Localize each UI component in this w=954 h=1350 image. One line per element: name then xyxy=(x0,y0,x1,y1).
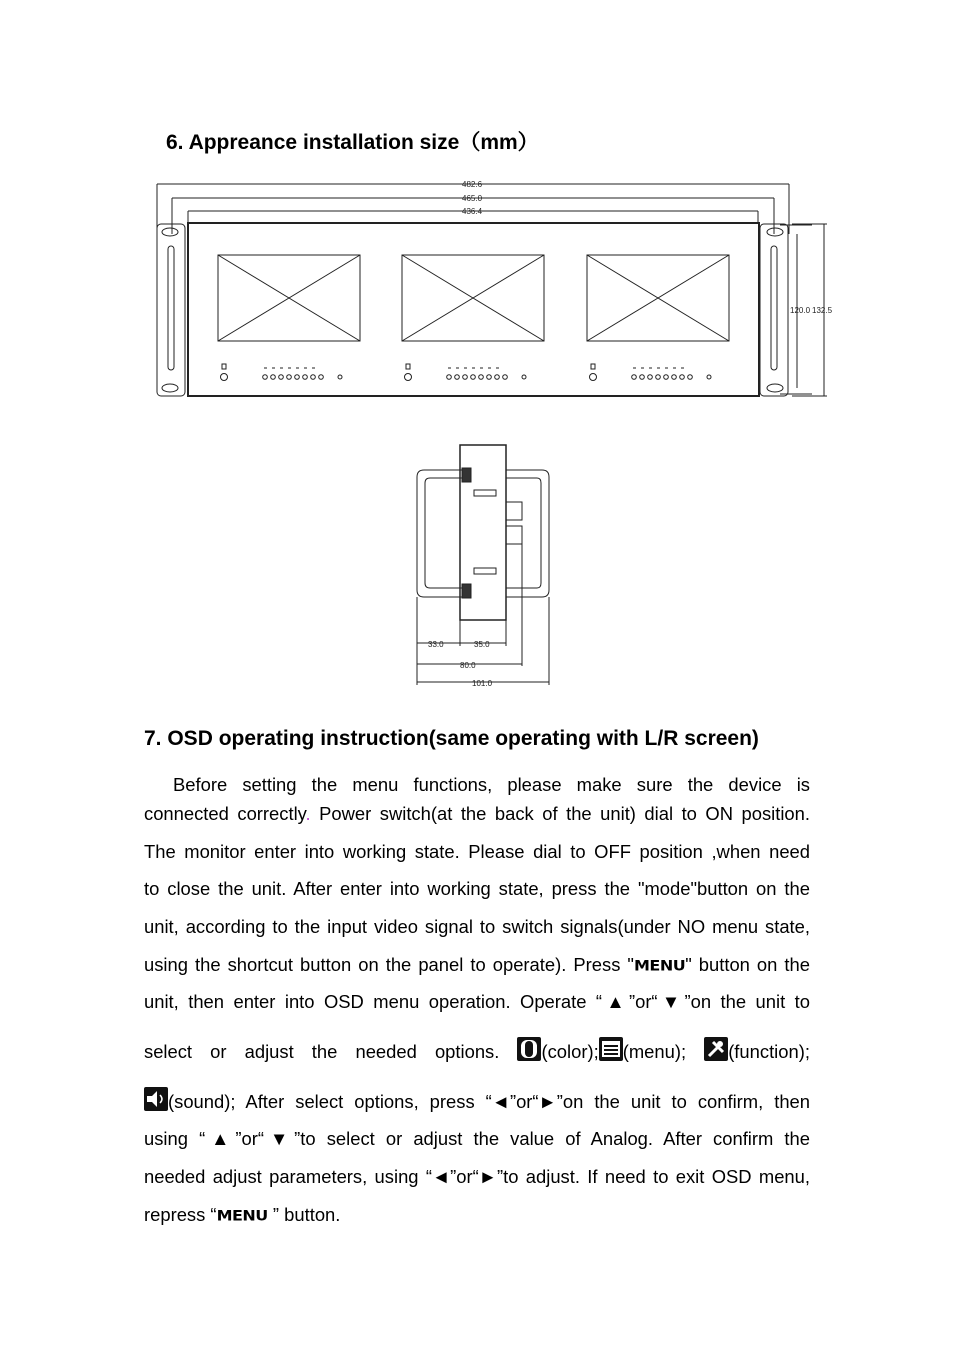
osd-text-2a: connected correctly xyxy=(144,803,306,824)
menu-icon xyxy=(599,1037,623,1061)
osd-line-11 xyxy=(144,1166,810,1188)
osd-line-1 xyxy=(144,766,810,804)
osd-line-4 xyxy=(144,878,810,900)
section-6-heading: 6. Appreance installation size（mm） xyxy=(166,131,539,154)
side-view-drawing xyxy=(410,440,560,690)
width-label-465: 465.0 xyxy=(462,194,483,203)
osd-text-10: using “▲”or“▼”to select or adjust the value of Analog. After confirm the xyxy=(144,1128,810,1149)
front-view-drawing xyxy=(152,176,842,402)
width-label-482: 482.6 xyxy=(462,180,483,189)
sound-icon xyxy=(144,1087,168,1111)
height-label-132: 132.5 xyxy=(812,306,833,315)
osd-text-12b: ” button. xyxy=(267,1204,341,1225)
osd-text-6b: " button on the xyxy=(685,954,810,975)
osd-text-5: unit, according to the input video signal to switch signals(under NO menu state, xyxy=(144,916,810,937)
osd-line-8 xyxy=(144,1037,810,1063)
osd-text-6a: using the shortcut button on the panel to operate). Press " xyxy=(144,954,634,975)
depth-label-101: 101.0 xyxy=(472,679,493,688)
osd-text-1: Before setting the menu functions, please make sure the device is xyxy=(173,774,810,795)
depth-label-33: 33.0 xyxy=(428,640,444,649)
osd-text-2b: Power switch(at the back of the unit) dial to ON position. xyxy=(310,803,810,824)
osd-line-12 xyxy=(144,1204,810,1226)
color-label: (color); xyxy=(541,1041,599,1062)
osd-text-11: needed adjust parameters, using “◄”or“►”to adjust. If need to exit OSD menu, xyxy=(144,1166,810,1187)
osd-line-3 xyxy=(144,841,810,863)
height-label-120: 120.0 xyxy=(790,306,811,315)
osd-text-3: The monitor enter into working state. Please dial to OFF position ,when need xyxy=(144,841,810,862)
menu-button-glyph-2: MENU xyxy=(216,1206,268,1225)
function-icon xyxy=(704,1037,728,1061)
osd-line-2 xyxy=(144,803,810,825)
osd-text-12a: repress “ xyxy=(144,1204,217,1225)
osd-text-8a: select or adjust the needed options. xyxy=(144,1041,500,1062)
osd-line-5 xyxy=(144,916,810,938)
osd-line-7 xyxy=(144,991,810,1013)
depth-label-35: 35.0 xyxy=(474,640,490,649)
osd-text-7: unit, then enter into OSD menu operation. Operate “▲”or“▼”on the unit to xyxy=(144,991,810,1012)
depth-label-80: 80.0 xyxy=(460,661,476,670)
menu-button-glyph: MENU xyxy=(633,956,686,975)
osd-text-4: to close the unit. After enter into working state, press the "mode"button on the xyxy=(144,878,810,899)
color-icon xyxy=(517,1037,541,1061)
function-label: (function); xyxy=(728,1041,810,1062)
width-label-436: 436.4 xyxy=(462,207,483,216)
osd-line-10 xyxy=(144,1128,810,1150)
osd-line-6 xyxy=(144,954,810,976)
osd-dot: . xyxy=(305,803,311,824)
section-7-heading: 7. OSD operating instruction(same operating with L/R screen) xyxy=(144,727,759,750)
menu-option-label: (menu); xyxy=(622,1041,687,1062)
osd-line-9 xyxy=(144,1087,810,1113)
sound-label: (sound); After select options, press “◄”or“►”on the unit to confirm, then xyxy=(168,1091,810,1112)
